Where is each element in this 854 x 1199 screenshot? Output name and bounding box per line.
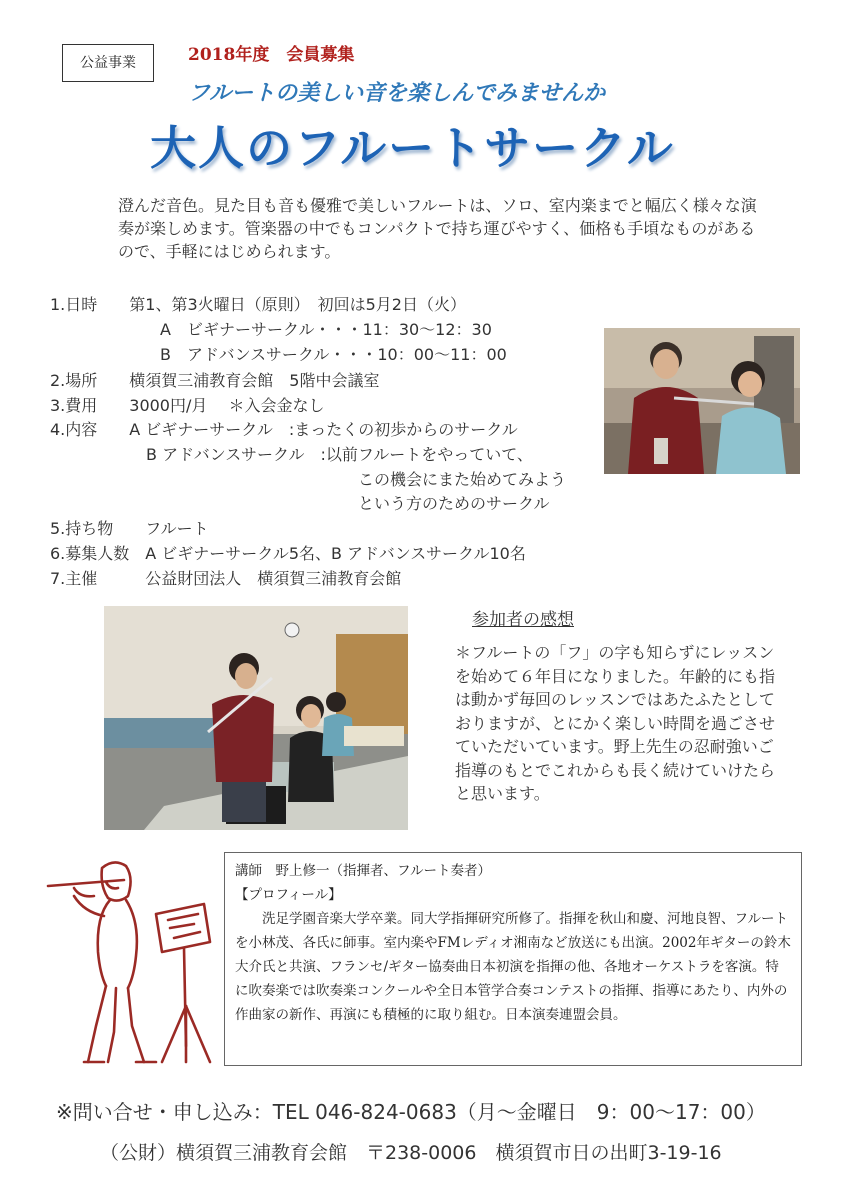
detail-capacity: 6.募集人数 A ビギナーサークル5名、B アドバンスサークル10名: [50, 544, 526, 563]
detail-items: 5.持ち物 フルート: [50, 519, 209, 538]
detail-fee: 3.費用 3000円/月 ＊入会金なし: [50, 396, 325, 415]
detail-content-advanced-3: という方のためのサークル: [358, 494, 550, 513]
category-badge: 公益事業: [62, 44, 154, 82]
impressions-heading: 参加者の感想: [472, 610, 574, 630]
subtitle: フルートの美しい音を楽しんでみませんか: [188, 81, 606, 106]
detail-organizer: 7.主催 公益財団法人 横須賀三浦教育会館: [50, 569, 402, 588]
detail-date: 1.日時 第1、第3火曜日（原則） 初回は5月2日（火）: [50, 295, 466, 314]
music-stand-illustration: [156, 904, 210, 1062]
profile-box: [224, 852, 802, 1066]
teacher-name: 講師 野上修一（指揮者、フルート奏者）: [235, 863, 491, 879]
address-line: （公財）横須賀三浦教育会館 〒238-0006 横須賀市日の出町3-19-16: [100, 1142, 722, 1164]
year-label: 2018年度 会員募集: [188, 45, 355, 65]
detail-content-advanced-2: この機会にまた始めてみよう: [358, 470, 567, 489]
flute-player-illustration: [44, 856, 224, 1068]
lesson-photo-2: [104, 606, 408, 830]
lesson-photo-1: [604, 328, 800, 474]
detail-content-advanced: B アドバンスサークル :以前フルートをやっていて、: [146, 445, 533, 464]
detail-content: 4.内容 A ビギナーサークル :まったくの初歩からのサークル: [50, 420, 518, 439]
impressions-text: ＊フルートの「フ」の字も知らずにレッスンを始めて６年目になりました。年齢的にも指は動かず毎回のレッスンではあたふたとしておりますが、とにかく楽しい時間を過ごさせていただいています。野上先生の忍耐強いご指導のもとでこれからも長く続けていけたらと思います。: [455, 643, 776, 803]
profile-body: 洗足学園音楽大学卒業。同大学指揮研究所修了。指揮を秋山和慶、河地良智、フルートを小林茂、各氏に師事。室内楽やFMレディオ湘南など放送にも出演。2002年ギターの鈴木大介氏と共演、フランセ/ギター協奏曲日本初演を指揮の他、各地オーケストラを客演。特に吹奏楽では吹奏楽コンクールや全日本管学合奏コンテストの指揮、指導にあたり、内外の作曲家の新作、再演にも積極的に取り組む。日本演奏連盟会員。: [235, 911, 791, 1023]
profile-heading: 【プロフィール】: [235, 887, 342, 903]
detail-date-beginner: A ビギナーサークル・・・11：30～12：30: [160, 320, 492, 339]
contact-line: ※問い合せ・申し込み：TEL 046-824-0683（月～金曜日 9：00～17：00）: [56, 1100, 766, 1124]
detail-place: 2.場所 横須賀三浦教育会館 5階中会議室: [50, 371, 380, 390]
intro-paragraph: 澄んだ音色。見た目も音も優雅で美しいフルートは、ソロ、室内楽までと幅広く様々な演奏が楽しめます。管楽器の中でもコンパクトで持ち運びやすく、価格も手頃なものがあるので、手軽にはじめられます。: [118, 196, 757, 261]
page-title: 大人のフルートサークル: [150, 121, 675, 175]
detail-date-advanced: B アドバンスサークル・・・10：00～11：00: [160, 345, 507, 364]
